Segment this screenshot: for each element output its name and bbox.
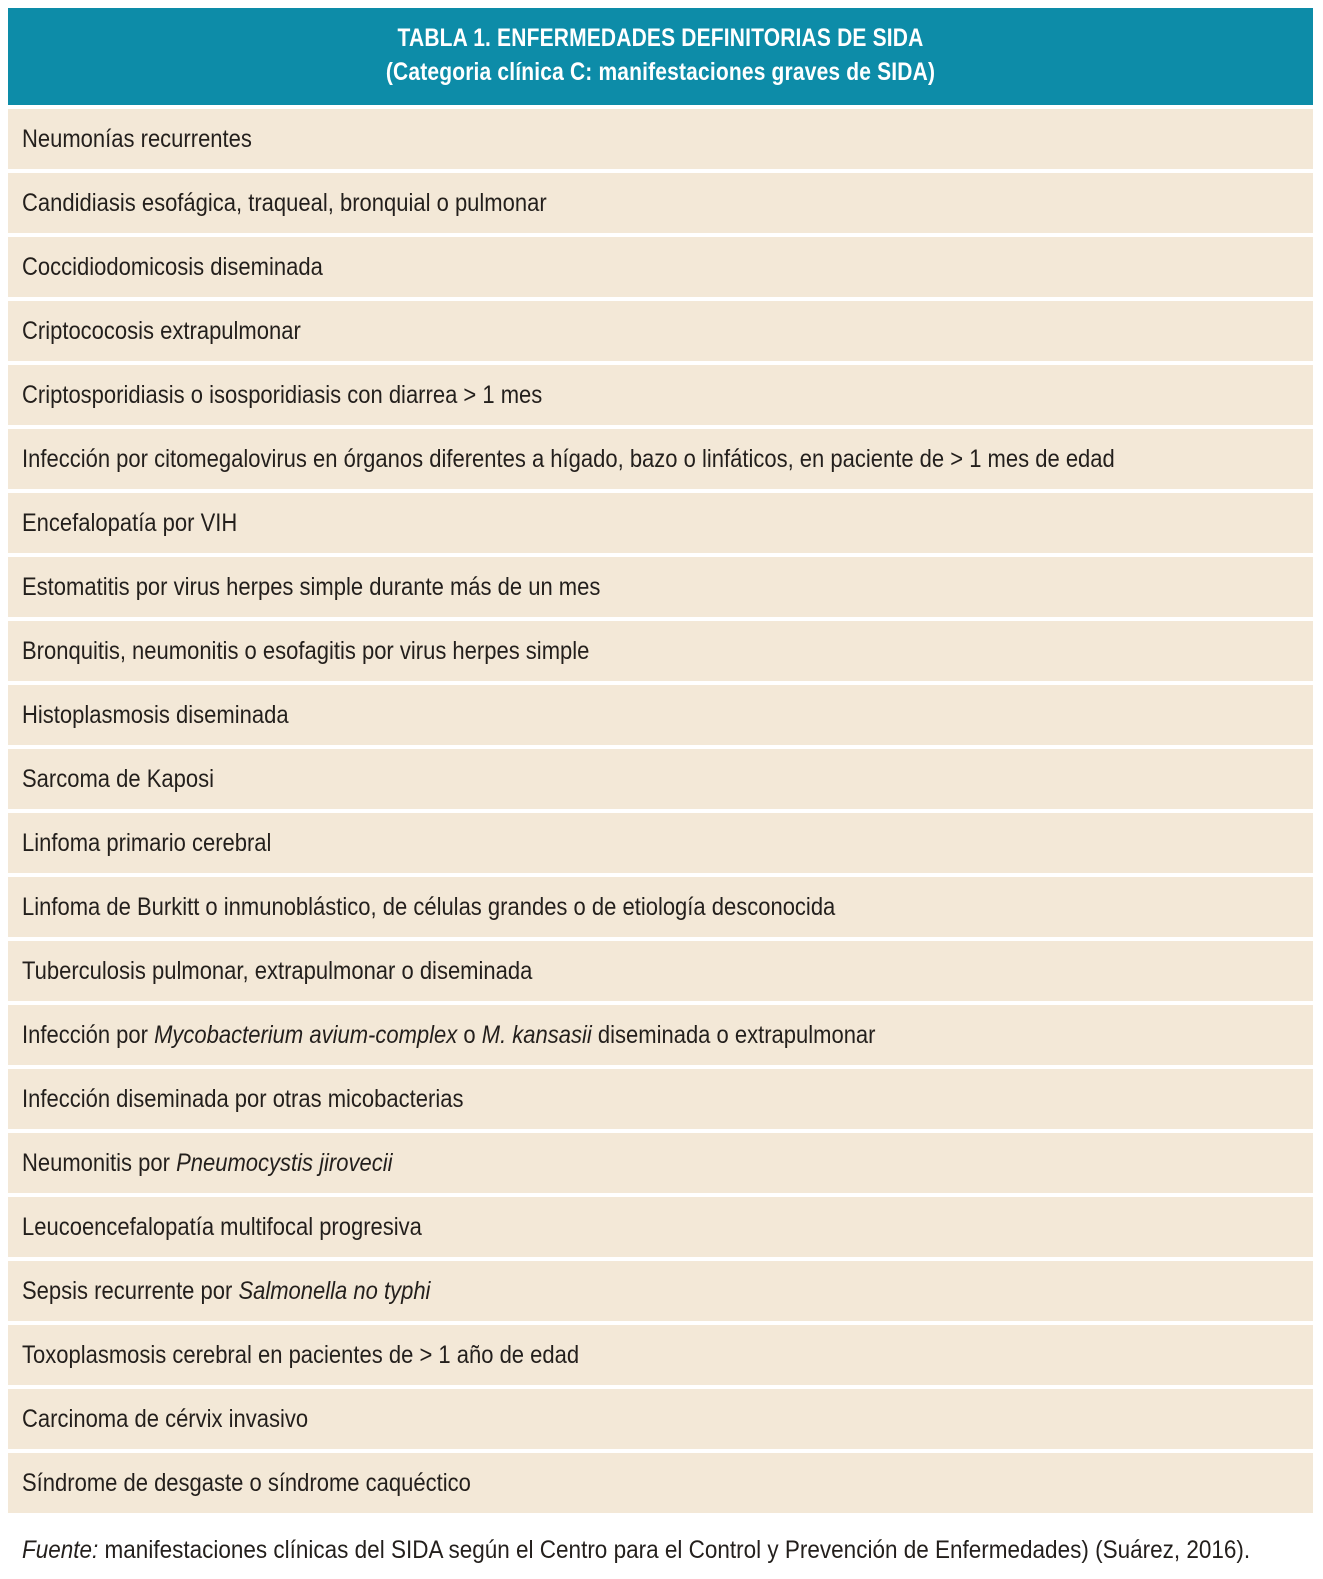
table-row-label: Bronquitis, neumonitis o esofagitis por virus herpes simple bbox=[22, 637, 590, 665]
table-row bbox=[8, 1453, 1313, 1513]
table-title: TABLA 1. ENFERMEDADES DEFINITORIAS DE SIDA bbox=[397, 24, 924, 52]
table-row bbox=[8, 1261, 1313, 1321]
table-row-label: Tuberculosis pulmonar, extrapulmonar o diseminada bbox=[22, 957, 533, 985]
table-row-label: Linfoma de Burkitt o inmunoblástico, de células grandes o de etiología desconocida bbox=[22, 893, 836, 921]
table-row-label: Candidiasis esofágica, traqueal, bronquial o pulmonar bbox=[22, 189, 547, 217]
table-row bbox=[8, 237, 1313, 297]
table-row bbox=[8, 813, 1313, 873]
table-row-label: Sepsis recurrente por Salmonella no typhi bbox=[22, 1277, 431, 1305]
table-row-label: Toxoplasmosis cerebral en pacientes de > 1 año de edad bbox=[22, 1341, 580, 1369]
table-row bbox=[8, 1325, 1313, 1385]
table-row-label: Neumonías recurrentes bbox=[22, 125, 252, 153]
table-row-label: Neumonitis por Pneumocystis jirovecii bbox=[22, 1149, 393, 1177]
table-row-label: Estomatitis por virus herpes simple durante más de un mes bbox=[22, 573, 601, 601]
source-note bbox=[8, 1517, 1313, 1579]
table-row bbox=[8, 877, 1313, 937]
table-row bbox=[8, 941, 1313, 1001]
table-row bbox=[8, 749, 1313, 809]
table-row bbox=[8, 1389, 1313, 1449]
table-row-label: Infección por citomegalovirus en órganos diferentes a hígado, bazo o linfáticos, en paciente de > 1 mes de edad bbox=[22, 445, 1115, 473]
table-row bbox=[8, 621, 1313, 681]
table-row bbox=[8, 1069, 1313, 1129]
table-header-banner bbox=[8, 8, 1313, 105]
table-row-label: Leucoencefalopatía multifocal progresiva bbox=[22, 1213, 422, 1241]
table-row-label: Síndrome de desgaste o síndrome caquéctico bbox=[22, 1469, 471, 1497]
table-row bbox=[8, 1133, 1313, 1193]
table-row bbox=[8, 429, 1313, 489]
table-row-label: Sarcoma de Kaposi bbox=[22, 765, 215, 793]
table-row-label: Encefalopatía por VIH bbox=[22, 509, 238, 537]
table-row-label: Criptococosis extrapulmonar bbox=[22, 317, 301, 345]
table-row bbox=[8, 1197, 1313, 1257]
table-subtitle: (Categoria clínica C: manifestaciones graves de SIDA) bbox=[385, 58, 936, 86]
table-row-label: Carcinoma de cérvix invasivo bbox=[22, 1405, 309, 1433]
table-row-label: Linfoma primario cerebral bbox=[22, 829, 272, 857]
table-row bbox=[8, 557, 1313, 617]
disease-list bbox=[8, 109, 1313, 1513]
table-row-label: Coccidiodomicosis diseminada bbox=[22, 253, 323, 281]
table-row-label: Infección diseminada por otras micobacterias bbox=[22, 1085, 464, 1113]
table-row bbox=[8, 173, 1313, 233]
table-row bbox=[8, 685, 1313, 745]
table-row bbox=[8, 109, 1313, 169]
table-row-label: Criptosporidiasis o isosporidiasis con diarrea > 1 mes bbox=[22, 381, 543, 409]
table-row-label: Infección por Mycobacterium avium-complex o M. kansasii diseminada o extrapulmonar bbox=[22, 1021, 876, 1049]
table-row bbox=[8, 301, 1313, 361]
source-note-text: Fuente: manifestaciones clínicas del SIDA según el Centro para el Control y Prevención de Enfermedades) (Suárez, 2016). bbox=[22, 1536, 1251, 1564]
table-row bbox=[8, 1005, 1313, 1065]
table-row bbox=[8, 493, 1313, 553]
table-row-label: Histoplasmosis diseminada bbox=[22, 701, 289, 729]
table-row bbox=[8, 365, 1313, 425]
